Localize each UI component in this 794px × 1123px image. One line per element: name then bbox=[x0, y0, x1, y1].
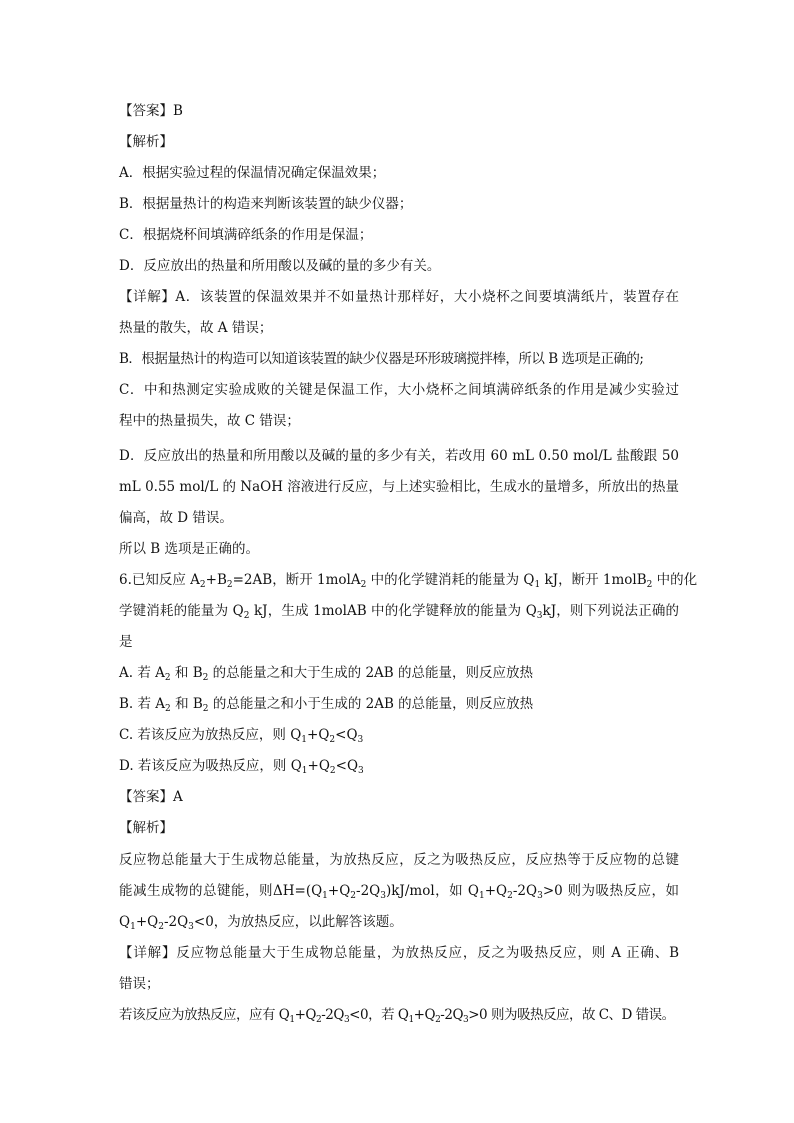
q5-analysis-line: D．反应放出的热量和所用酸以及碱的量的多少有关。 bbox=[119, 258, 441, 274]
q5-analysis-heading: 【解析】 bbox=[119, 134, 173, 150]
q6-detail-line: 错误； bbox=[119, 976, 160, 992]
q5-answer: 【答案】B bbox=[119, 103, 183, 119]
q5-detail-line: D．反应放出的热量和所用酸以及碱的量的多少有关，若改用 60 mL 0.50 mol/L 盐酸跟 50 bbox=[119, 448, 679, 464]
q5-detail-line: mL 0.55 mol/L 的 NaOH 溶液进行反应，与上述实验相比，生成水的量增多，所放出的热量 bbox=[119, 479, 679, 495]
q6-stem-line: 学键消耗的能量为 $Q_2$ kJ，生成 1molAB 中的化学键释放的能量为 $Q_3kJ$，则下列说法正确的 bbox=[119, 603, 680, 621]
q5-analysis-line: A．根据实验过程的保温情况确定保温效果； bbox=[119, 165, 386, 181]
q5-analysis-line: C．根据烧杯间填满碎纸条的作用是保温； bbox=[119, 227, 373, 243]
q6-stem-line: 6.已知反应 $A_2+B_2=2AB$，断开 1molA$_2$ 中的化学键消耗的能量为 $Q_1$ kJ，断开 1molB$_2$ 中的化 bbox=[119, 572, 698, 590]
q5-detail-line: C．中和热测定实验成败的关键是保温工作，大小烧杯之间填满碎纸条的作用是减少实验过 bbox=[119, 382, 679, 398]
q5-detail-line: 热量的散失，故 A 错误； bbox=[119, 320, 273, 336]
q6-option-b: B. 若 $A_2$ 和 $B_2$ 的总能量之和小于生成的 2AB 的总能量，则反应放热 bbox=[119, 696, 534, 714]
q6-analysis-heading: 【解析】 bbox=[119, 820, 173, 836]
q5-detail-line: 程中的热量损失，故 C 错误； bbox=[119, 413, 300, 429]
q6-option-a: A. 若 $A_2$ 和 $B_2$ 的总能量之和大于生成的 2AB 的总能量，则反应放热 bbox=[119, 665, 533, 683]
q5-detail-line: B．根据量热计的构造可以知道该装置的缺少仪器是环形玻璃搅拌棒，所以 B 选项是正确的; bbox=[119, 351, 644, 367]
q6-detail-line: 【详解】反应物总能量大于生成物总能量，为放热反应，反之为吸热反应，则 A 正确、B bbox=[119, 945, 679, 961]
q5-analysis-line: B．根据量热计的构造来判断该装置的缺少仪器； bbox=[119, 196, 413, 212]
q5-detail-line: 偏高，故 D 错误。 bbox=[119, 510, 233, 526]
q6-answer: 【答案】A bbox=[119, 789, 183, 805]
q5-detail-line: 【详解】A．该装置的保温效果并不如量热计那样好，大小烧杯之间要填满纸片，装置存在 bbox=[119, 289, 679, 305]
q6-stem-line: 是 bbox=[119, 634, 133, 650]
q6-analysis-line: 能减生成物的总键能，则$\Delta H=(Q_1+Q_2-2Q_3)kJ$/mol，如 $Q_1+Q_2-2Q_3>0$ 则为吸热反应，如 bbox=[119, 883, 679, 901]
q6-option-d: D. 若该反应为吸热反应，则 $Q_1+Q_2<Q_3$ bbox=[119, 758, 364, 776]
q5-conclusion: 所以 B 选项是正确的。 bbox=[119, 541, 260, 557]
q6-option-c: C. 若该反应为放热反应，则 $Q_1+Q_2<Q_3$ bbox=[119, 727, 364, 745]
q6-analysis-line: $Q_1+Q_2-2Q_3<0$，为放热反应，以此解答该题。 bbox=[119, 914, 403, 932]
q6-detail-line: 若该反应为放热反应，应有 $Q_1+Q_2-2Q_3<0$，若 $Q_1+Q_2-2Q_3>0$ 则为吸热反应，故 C、D 错误。 bbox=[119, 1007, 675, 1025]
q6-analysis-line: 反应物总能量大于生成物总能量，为放热反应，反之为吸热反应，反应热等于反应物的总键 bbox=[119, 852, 679, 868]
